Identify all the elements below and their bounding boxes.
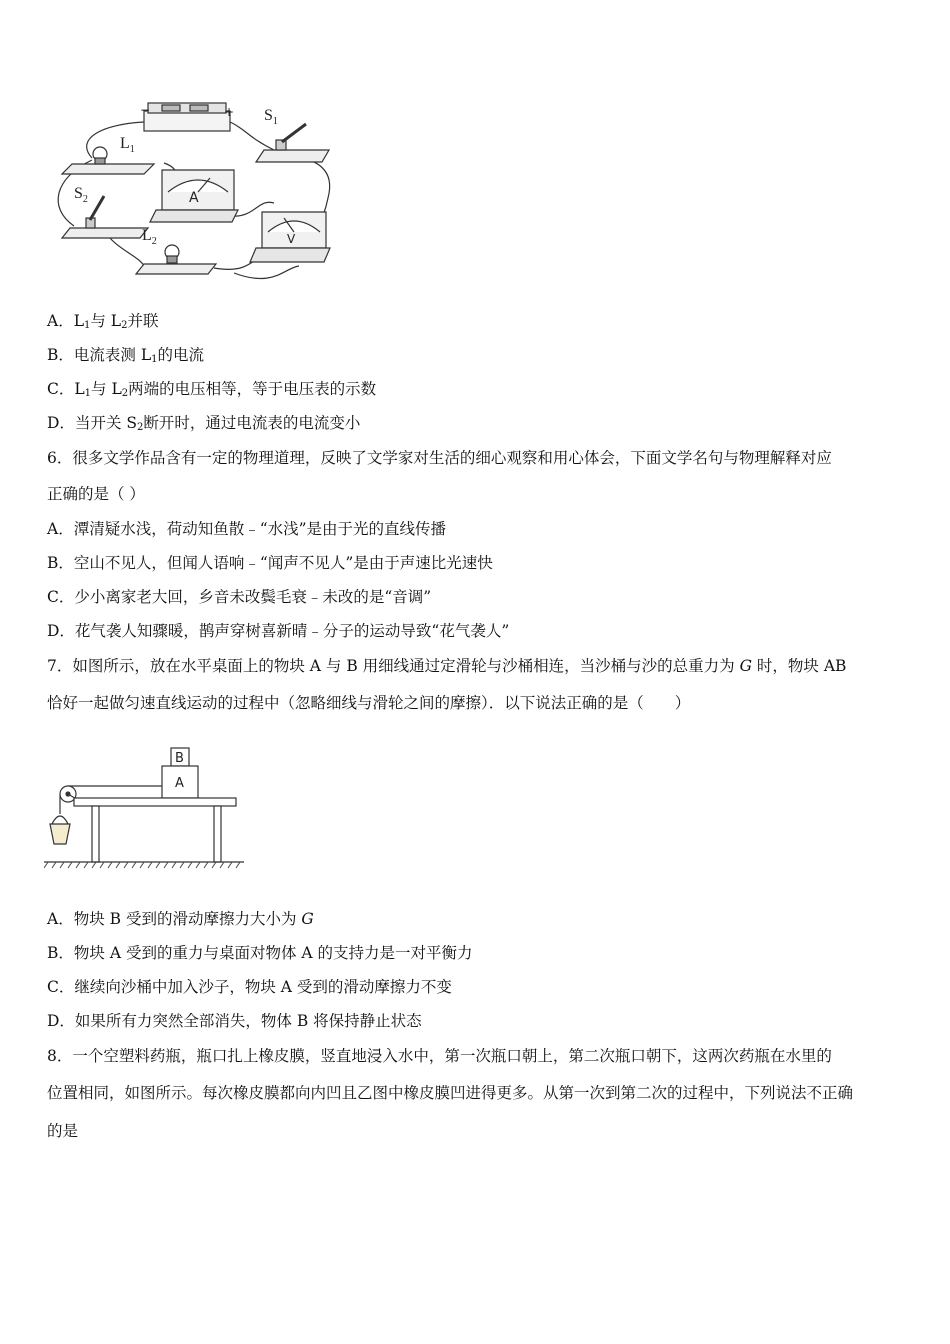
- circuit-figure: [44, 98, 336, 288]
- q6-option-a: A．潭清疑水浅，荷动知鱼散﹣“水浅”是由于光的直线传播: [47, 520, 447, 538]
- q8-stem-line3: 的是: [47, 1122, 79, 1140]
- q7-option-d: D．如果所有力突然全部消失，物体 B 将保持静止状态: [47, 1012, 422, 1030]
- voltmeter-label: V: [287, 232, 296, 246]
- battery-minus-label: −: [140, 103, 151, 117]
- q7-option-c: C．继续向沙桶中加入沙子，物块 A 受到的滑动摩擦力不变: [47, 978, 452, 996]
- q5-option-d: D．当开关 $S_2$断开时，通过电流表的电流变小: [47, 414, 361, 433]
- q7-option-a: A．物块 B 受到的滑动摩擦力大小为 G: [47, 910, 314, 928]
- pulley-table-figure: [44, 744, 244, 872]
- s2-lever-icon: [90, 196, 104, 220]
- bucket-handle: [52, 816, 68, 824]
- q7-option-b: B．物块 A 受到的重力与桌面对物体 A 的支持力是一对平衡力: [47, 944, 473, 962]
- tabletop: [74, 798, 236, 806]
- q8-stem-line1: 8．一个空塑料药瓶，瓶口扎上橡皮膜，竖直地浸入水中，第一次瓶口朝上，第二次瓶口朝下，这两次药瓶在水里的: [47, 1047, 832, 1065]
- wire: [234, 266, 299, 279]
- l1-board: [62, 164, 154, 174]
- q6-option-c: C．少小离家老大回，乡音未改鬓毛衰﹣未改的是“音调”: [47, 588, 432, 606]
- q6-option-d: D．花气袭人知骤暖，鹊声穿树喜新晴﹣分子的运动导致“花气袭人”: [47, 622, 510, 640]
- table-leg-left: [92, 806, 99, 862]
- q7-stem-line2: 恰好一起做匀速直线运动的过程中（忽略细线与滑轮之间的摩擦）．以下说法正确的是（ ）: [47, 694, 691, 712]
- sand-bucket-icon: [50, 824, 70, 844]
- s1-lever-icon: [282, 124, 306, 142]
- s1-board: [256, 150, 329, 162]
- q7-stem-line1: 7．如图所示，放在水平桌面上的物块 A 与 B 用细线通过定滑轮与沙桶相连，当沙桶与沙的总重力为 G 时，物块 AB: [47, 657, 847, 675]
- q5-option-c: C．$L_1$与 $L_2$两端的电压相等，等于电压表的示数: [47, 380, 377, 399]
- block-a-label: A: [175, 776, 184, 791]
- s2-board: [62, 228, 148, 238]
- l1-label: $L_1$: [120, 135, 135, 155]
- l2-label: $L_2$: [142, 227, 157, 247]
- block-b-label: B: [175, 751, 184, 766]
- battery-top: [148, 103, 226, 113]
- l2-board: [136, 264, 216, 274]
- battery-plus-label: +: [224, 105, 235, 119]
- q5-option-b: B．电流表测 $L_1$的电流: [47, 346, 205, 365]
- q6-option-b: B．空山不见人，但闻人语响﹣“闻声不见人”是由于声速比光速快: [47, 554, 493, 572]
- ammeter-label: A: [189, 190, 199, 206]
- s1-label: $S_1$: [264, 107, 278, 127]
- q8-stem-line2: 位置相同，如图所示。每次橡皮膜都向内凹且乙图中橡皮膜凹进得更多。从第一次到第二次的过程中，下列说法不正确: [47, 1084, 854, 1102]
- s2-label: $S_2$: [74, 185, 88, 205]
- q6-stem-line1: 6．很多文学作品含有一定的物理道理，反映了文学家对生活的细心观察和用心体会，下面文学名句与物理解释对应: [47, 449, 832, 467]
- wire: [230, 122, 274, 150]
- q6-stem-line2: 正确的是（ ）: [47, 485, 145, 503]
- battery-box: [144, 111, 230, 131]
- table-leg-right: [214, 806, 221, 862]
- q5-option-a: A．$L_1$与 $L_2$并联: [47, 312, 159, 331]
